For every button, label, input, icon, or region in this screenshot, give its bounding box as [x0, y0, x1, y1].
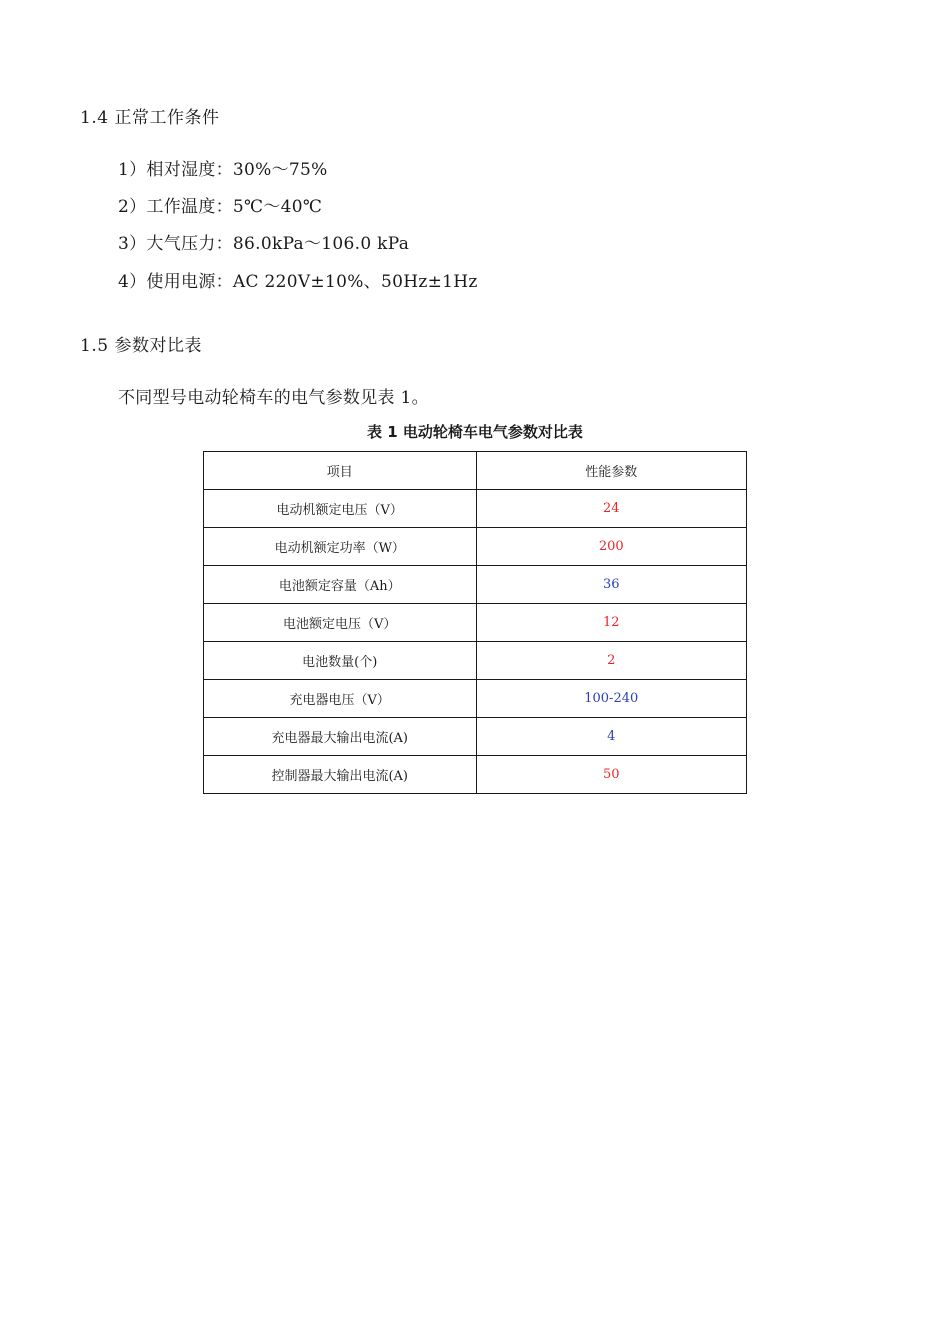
row-value: 50: [476, 756, 747, 794]
header-value: 性能参数: [476, 452, 747, 490]
condition-power: 4）使用电源：AC 220V±10%、50Hz±1Hz: [118, 272, 478, 292]
parameter-table: [203, 451, 747, 794]
table-row: [204, 718, 747, 756]
row-name: 电动机额定电压（V）: [204, 490, 477, 528]
table-caption: 表 1 电动轮椅车电气参数对比表: [367, 423, 583, 441]
condition-temperature: 2）工作温度：5℃～40℃: [118, 197, 323, 217]
table-row: [204, 642, 747, 680]
section-heading-1-4: 1.4 正常工作条件: [80, 108, 220, 128]
row-name: 电池数量(个): [204, 642, 477, 680]
row-name: 电动机额定功率（W）: [204, 528, 477, 566]
row-name: 充电器最大输出电流(A): [204, 718, 477, 756]
table-row: [204, 604, 747, 642]
table-header-row: [204, 452, 747, 490]
condition-humidity: 1）相对湿度：30%～75%: [118, 160, 328, 180]
row-name: 电池额定容量（Ah）: [204, 566, 477, 604]
row-value: 36: [476, 566, 747, 604]
condition-pressure: 3）大气压力：86.0kPa～106.0 kPa: [118, 234, 410, 254]
table-row: [204, 680, 747, 718]
row-value: 24: [476, 490, 747, 528]
row-value: 200: [476, 528, 747, 566]
row-name: 控制器最大输出电流(A): [204, 756, 477, 794]
table-row: [204, 756, 747, 794]
row-value: 12: [476, 604, 747, 642]
table-intro-paragraph: 不同型号电动轮椅车的电气参数见表 1。: [118, 388, 429, 408]
row-value: 4: [476, 718, 747, 756]
row-value: 100-240: [476, 680, 747, 718]
table-row: [204, 490, 747, 528]
row-value: 2: [476, 642, 747, 680]
table-row: [204, 528, 747, 566]
header-item: 项目: [204, 452, 477, 490]
section-heading-1-5: 1.5 参数对比表: [80, 336, 202, 356]
table-row: [204, 566, 747, 604]
row-name: 电池额定电压（V）: [204, 604, 477, 642]
row-name: 充电器电压（V）: [204, 680, 477, 718]
